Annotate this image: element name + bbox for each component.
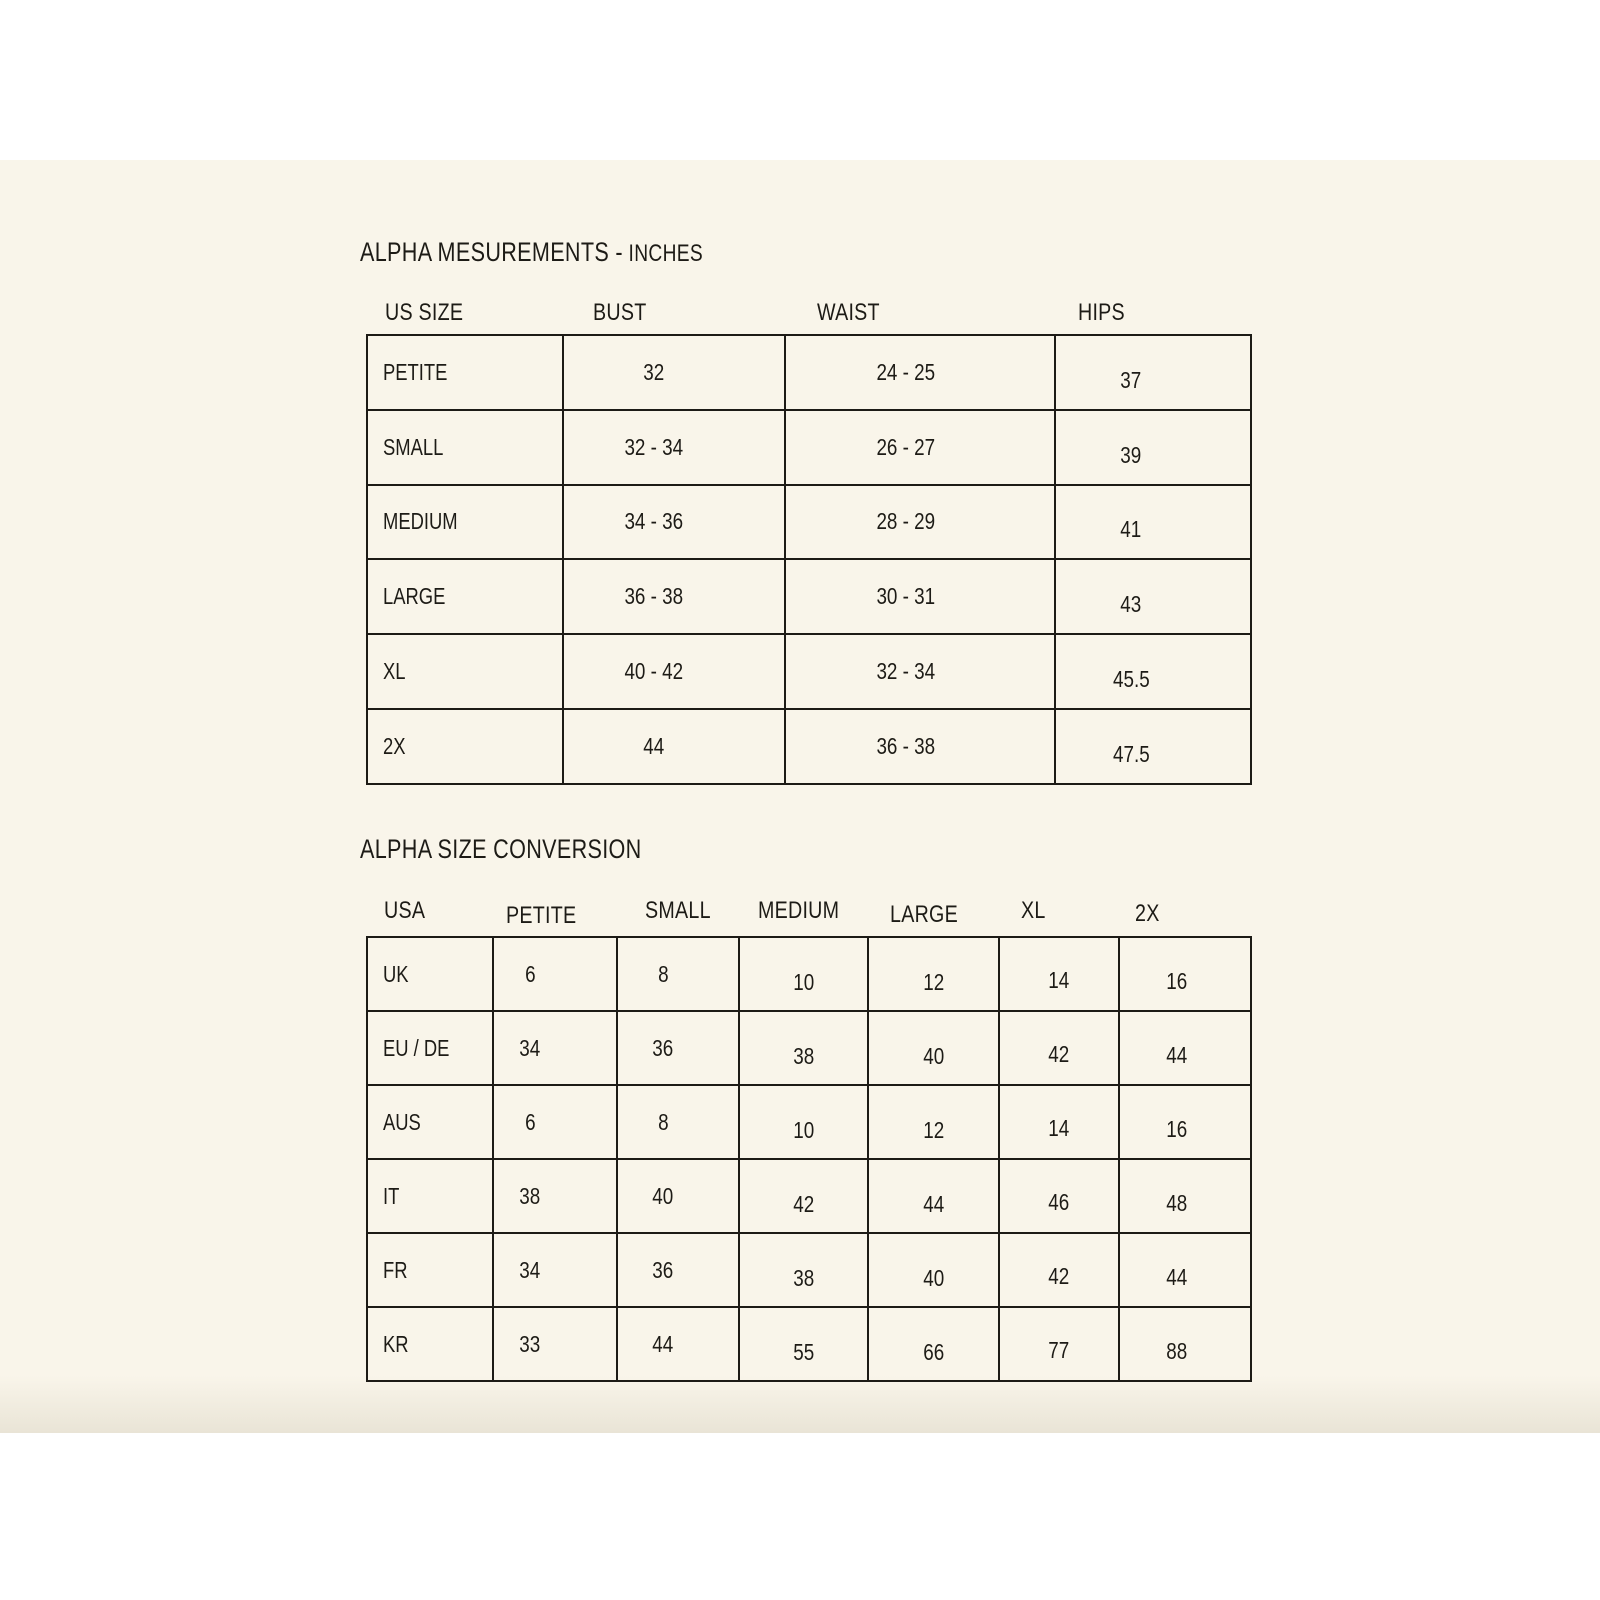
size-label: 2X [383,732,406,759]
waist-cell [785,559,1055,634]
xl-value: 46 [1048,1188,1070,1215]
column-header-hips: HIPS [1078,299,1125,326]
large-cell [868,1307,999,1381]
medium-value: 42 [793,1190,814,1217]
small-value: 36 [652,1256,674,1283]
2x-value: 16 [1166,1115,1188,1142]
medium-value: 38 [793,1264,814,1291]
conversion-table [366,936,1252,1382]
petite-cell [493,1011,617,1085]
hips-cell [1055,559,1251,634]
conversion-title [360,836,642,863]
table-row [367,335,1251,410]
region-label: UK [383,960,409,987]
waist-value: 32 - 34 [876,658,936,685]
size-label-cell [367,410,563,485]
size-label-cell [367,335,563,410]
column-header-medium: MEDIUM [758,897,840,924]
large-cell [868,1011,999,1085]
petite-value: 38 [519,1182,541,1209]
bust-cell [563,559,785,634]
large-value: 40 [923,1264,944,1291]
2x-value: 44 [1166,1041,1188,1068]
small-cell [617,1011,739,1085]
table-row [367,1307,1251,1381]
medium-cell [739,1307,868,1381]
small-value: 36 [652,1034,674,1061]
table-row [367,559,1251,634]
region-label: IT [383,1182,400,1209]
measurements-table [366,334,1252,785]
hips-value: 41 [1120,516,1142,543]
column-header-large: LARGE [890,901,958,928]
table-row [367,1011,1251,1085]
xl-cell [999,1307,1119,1381]
large-cell [868,1233,999,1307]
size-label-cell [367,485,563,560]
bust-value: 32 [643,358,665,385]
medium-value: 38 [793,1042,814,1069]
waist-cell [785,335,1055,410]
hips-cell [1055,634,1251,709]
petite-cell [493,1233,617,1307]
table-row [367,937,1251,1011]
medium-cell [739,937,868,1011]
measurements-title [360,239,703,266]
table-row [367,1159,1251,1233]
column-header-xl: XL [1021,897,1046,924]
hips-value: 39 [1120,441,1142,468]
2x-cell [1119,1085,1251,1159]
size-label: XL [383,658,406,685]
large-value: 12 [923,1116,944,1143]
table-row [367,1233,1251,1307]
hips-cell [1055,485,1251,560]
hips-value: 43 [1120,591,1142,618]
small-cell [617,937,739,1011]
size-label: SMALL [383,433,444,460]
waist-value: 28 - 29 [876,508,936,535]
hips-value: 45.5 [1112,666,1150,693]
large-cell [868,937,999,1011]
xl-cell [999,1085,1119,1159]
size-label-cell [367,709,563,784]
petite-value: 33 [519,1330,541,1357]
hips-cell [1055,709,1251,784]
petite-value: 34 [519,1034,541,1061]
table-row [367,634,1251,709]
xl-value: 77 [1048,1336,1070,1363]
xl-cell [999,1233,1119,1307]
small-value: 44 [652,1330,674,1357]
conversion-title-text: ALPHA SIZE CONVERSION [360,834,642,864]
region-label-cell [367,1085,493,1159]
region-label-cell [367,937,493,1011]
size-label: MEDIUM [383,508,458,535]
2x-cell [1119,1307,1251,1381]
2x-value: 44 [1166,1263,1188,1290]
waist-value: 26 - 27 [876,433,936,460]
petite-cell [493,1159,617,1233]
region-label-cell [367,1233,493,1307]
size-label: LARGE [383,583,446,610]
xl-cell [999,1011,1119,1085]
hips-cell [1055,335,1251,410]
measurements-title-text: ALPHA MESUREMENTS - [360,237,623,267]
region-label-cell [367,1159,493,1233]
medium-cell [739,1159,868,1233]
size-label-cell [367,634,563,709]
2x-value: 16 [1166,967,1188,994]
large-value: 44 [923,1190,944,1217]
bust-value: 32 - 34 [624,433,684,460]
small-value: 8 [657,960,669,987]
xl-cell [999,937,1119,1011]
petite-cell [493,1307,617,1381]
bust-cell [563,485,785,560]
large-value: 40 [923,1042,944,1069]
bust-value: 36 - 38 [624,583,684,610]
hips-value: 47.5 [1112,740,1150,767]
bust-value: 44 [643,732,665,759]
xl-value: 14 [1048,966,1070,993]
xl-value: 14 [1048,1114,1070,1141]
column-header-bust: BUST [593,299,647,326]
small-cell [617,1085,739,1159]
bust-cell [563,709,785,784]
petite-value: 6 [524,960,536,987]
column-header-usa: USA [384,897,426,924]
medium-value: 55 [793,1338,814,1365]
column-header-2x: 2X [1135,900,1160,927]
size-chart-sheet [0,160,1600,1433]
medium-value: 10 [793,968,814,995]
medium-cell [739,1011,868,1085]
large-value: 66 [923,1338,944,1365]
bust-cell [563,634,785,709]
xl-value: 42 [1048,1262,1070,1289]
bust-cell [563,335,785,410]
waist-cell [785,485,1055,560]
small-value: 8 [657,1108,669,1135]
hips-value: 37 [1120,366,1142,393]
petite-cell [493,937,617,1011]
xl-value: 42 [1048,1040,1070,1067]
waist-cell [785,634,1055,709]
waist-value: 36 - 38 [876,732,936,759]
2x-value: 48 [1166,1189,1188,1216]
medium-value: 10 [793,1116,814,1143]
measurements-title-unit: INCHES [628,240,704,267]
medium-cell [739,1085,868,1159]
column-header-small: SMALL [645,897,711,924]
column-header-waist: WAIST [817,299,880,326]
2x-value: 88 [1166,1337,1188,1364]
bust-cell [563,410,785,485]
large-cell [868,1085,999,1159]
hips-cell [1055,410,1251,485]
region-label: EU / DE [383,1034,450,1061]
column-header-petite: PETITE [506,902,577,929]
large-value: 12 [923,968,944,995]
region-label: AUS [383,1108,421,1135]
small-cell [617,1159,739,1233]
small-cell [617,1307,739,1381]
region-label: FR [383,1256,408,1283]
waist-value: 30 - 31 [876,583,936,610]
large-cell [868,1159,999,1233]
small-value: 40 [652,1182,674,1209]
bust-value: 40 - 42 [624,658,684,685]
region-label-cell [367,1011,493,1085]
petite-value: 34 [519,1256,541,1283]
waist-cell [785,709,1055,784]
region-label-cell [367,1307,493,1381]
size-label-cell [367,559,563,634]
table-row [367,1085,1251,1159]
medium-cell [739,1233,868,1307]
2x-cell [1119,1159,1251,1233]
table-row [367,485,1251,560]
2x-cell [1119,1011,1251,1085]
2x-cell [1119,937,1251,1011]
small-cell [617,1233,739,1307]
petite-cell [493,1085,617,1159]
column-header-us-size: US SIZE [385,299,464,326]
petite-value: 6 [524,1108,536,1135]
waist-value: 24 - 25 [876,358,936,385]
xl-cell [999,1159,1119,1233]
table-row [367,709,1251,784]
region-label: KR [383,1330,409,1357]
table-row [367,410,1251,485]
bust-value: 34 - 36 [624,508,684,535]
waist-cell [785,410,1055,485]
2x-cell [1119,1233,1251,1307]
size-label: PETITE [383,358,448,385]
